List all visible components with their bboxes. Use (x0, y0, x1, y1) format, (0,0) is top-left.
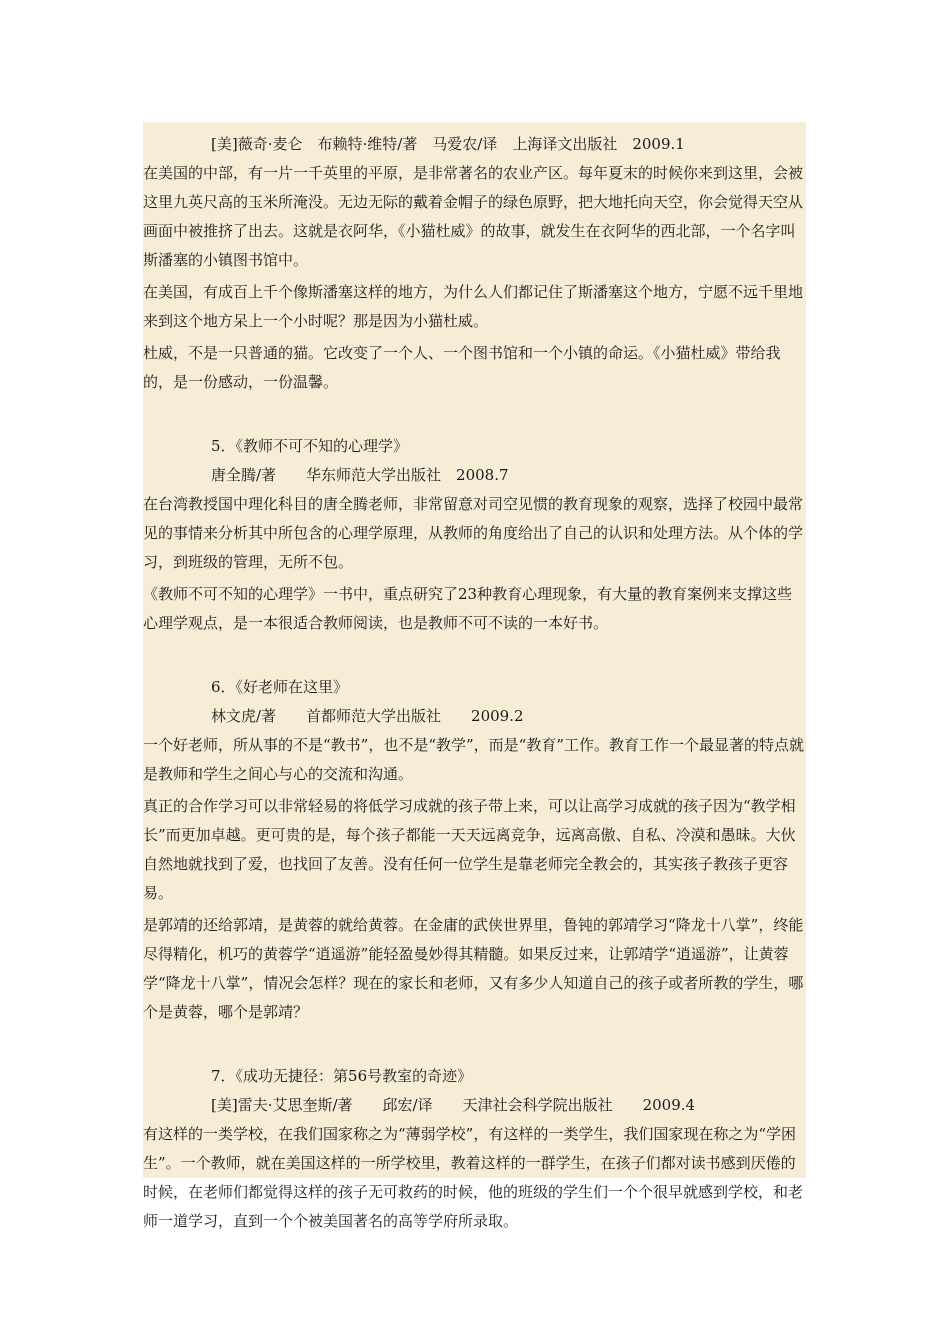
section-gap (143, 1030, 806, 1062)
book5-paragraph-2: 《教师不可不知的心理学》一书中，重点研究了23种教育心理现象，有大量的教育案例来支撑这些心理学观点，是一本很适合教师阅读，也是教师不可不读的一本好书。 (143, 585, 793, 632)
document-highlight-block (143, 122, 806, 1230)
book6-paragraph-3: 是郭靖的还给郭靖，是黄蓉的就给黄蓉。在金庸的武侠世界里，鲁钝的郭靖学习“降龙十八掌”，终能尽得精化，机巧的黄蓉学“逍遥游”能轻盈曼妙得其精髓。如果反过来，让郭靖学“逍遥游”，让黄蓉学“降龙十八掌”，情况会怎样？现在的家长和老师，又有多少人知道自己的孩子或者所教的学生，哪个是黄蓉，哪个是郭靖？ (143, 916, 804, 1021)
book4-paragraph-2: 在美国，有成百上千个像斯潘塞这样的地方，为什么人们都记住了斯潘塞这个地方，宁愿不远千里地来到这个地方呆上一个小时呢？那是因为小猫杜威。 (143, 283, 804, 330)
book5-paragraph-1: 在台湾教授国中理化科目的唐全腾老师，非常留意对司空见惯的教育现象的观察，选择了校园中最常见的事情来分析其中所包含的心理学原理，从教师的角度给出了自己的认识和处理方法。从个体的学习，到班级的管理，无所不包。 (143, 495, 804, 571)
book4-paragraph-1: 在美国的中部，有一片一千英里的平原，是非常著名的农业产区。每年夏末的时候你来到这里，会被这里九英尺高的玉米所淹没。无边无际的戴着金帽子的绿色原野，把大地托向天空，你会觉得天空从画面中被推挤了出去。这就是衣阿华，《小猫杜威》的故事，就发生在衣阿华的西北部，一个名字叫斯潘塞的小镇图书馆中。 (143, 164, 804, 269)
book7-paragraph-1: 有这样的一类学校，在我们国家称之为“薄弱学校”，有这样的一类学生，我们国家现在称之为“学困生”。一个教师，就在美国这样的一所学校里，教着这样的一群学生，在孩子们都对读书感到厌倦的时候，在老师们都觉得这样的孩子无可救药的时候，他的班级的学生们一个个很早就感到学校，和老师一道学习，直到一个个被美国著名的高等学府所录取。 (143, 1125, 804, 1230)
book7-title: 7．《成功无捷径：第56号教室的奇迹》 (211, 1067, 473, 1085)
book6-title: 6．《好老师在这里》 (211, 678, 349, 696)
section-gap (143, 641, 806, 673)
book4-paragraph-3: 杜威，不是一只普通的猫。它改变了一个人、一个图书馆和一个小镇的命运。《小猫杜威》带给我的，是一份感动，一份温馨。 (143, 344, 781, 391)
book6-meta: 林文虎/著 首都师范大学出版社 2009.2 (211, 707, 524, 725)
section-gap (143, 400, 806, 432)
book5-title: 5．《教师不可不知的心理学》 (211, 437, 409, 455)
book7-meta: [美]雷夫·艾思奎斯/著 邱宏/译 天津社会科学院出版社 2009.4 (211, 1096, 696, 1114)
book6-paragraph-2: 真正的合作学习可以非常轻易的将低学习成就的孩子带上来，可以让高学习成就的孩子因为“教学相长”而更加卓越。更可贵的是，每个孩子都能一天天远离竞争，远离高傲、自私、冷漠和愚昧。大伙自然地就找到了爱，也找回了友善。没有任何一位学生是靠老师完全教会的，其实孩子教孩子更容易。 (143, 797, 796, 902)
book5-meta: 唐全腾/著 华东师范大学出版社 2008.7 (211, 466, 509, 484)
book4-meta: [美]薇奇·麦仑 布赖特·维特/著 马爱农/译 上海译文出版社 2009.1 (211, 135, 685, 153)
book6-paragraph-1: 一个好老师，所从事的不是“教书”，也不是“教学”，而是“教育”工作。教育工作一个最显著的特点就是教师和学生之间心与心的交流和沟通。 (143, 736, 805, 783)
